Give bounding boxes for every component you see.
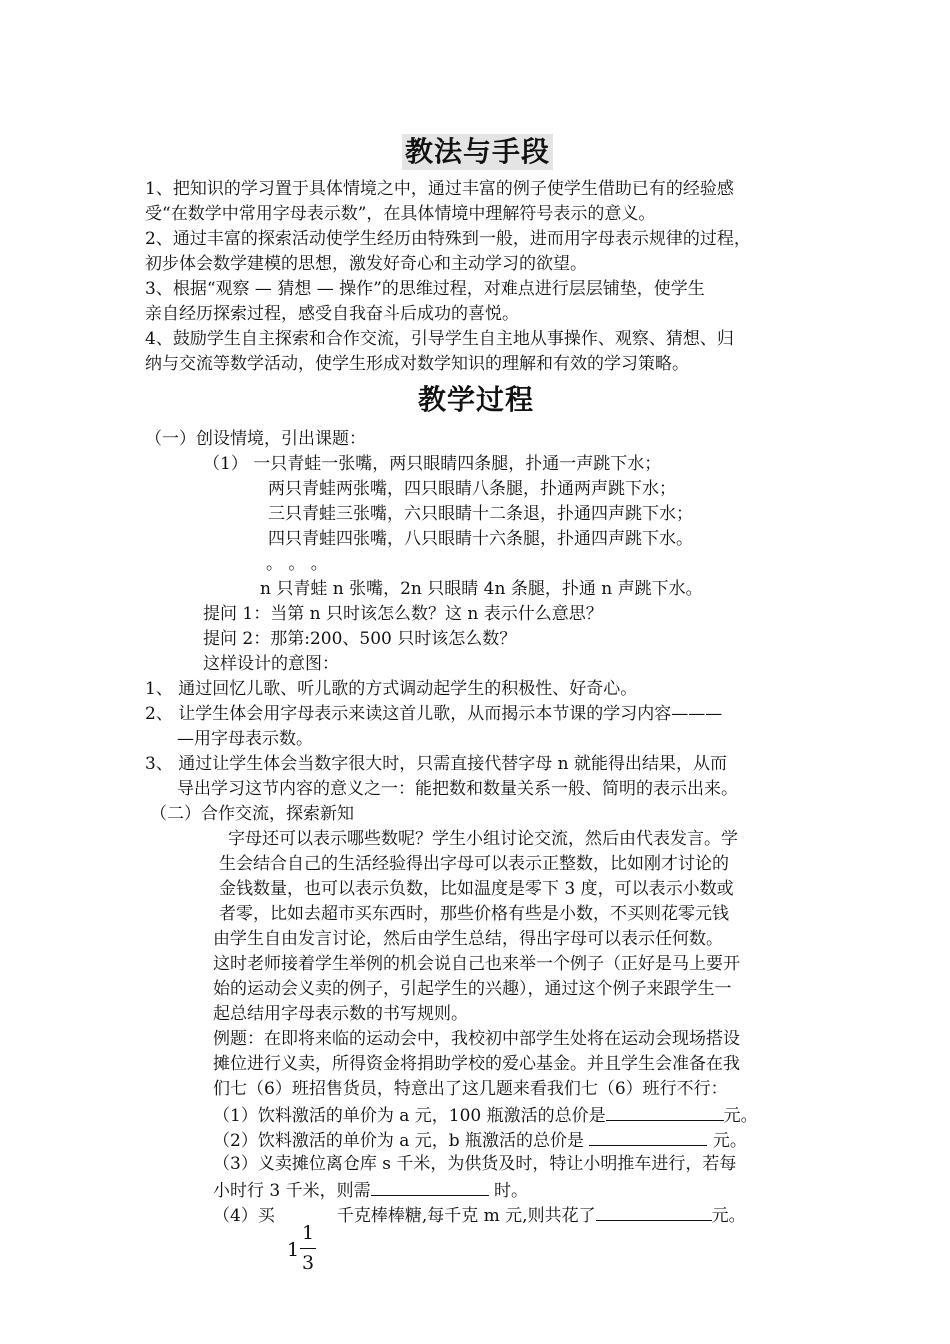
answer-blank-q1[interactable]	[606, 1103, 724, 1121]
exercise-q2	[213, 1128, 747, 1152]
question-line: 提问 1：当第 n 只时该怎么数？这 n 表示什么意思？	[203, 604, 603, 624]
exercise-q4	[213, 1203, 746, 1227]
discussion-line: 由学生自由发言讨论，然后由学生总结，得出字母可以表示任何数。	[213, 929, 723, 949]
example-line: 摊位进行义卖，所得资金将捐助学校的爱心基金。并且学生会准备在我	[213, 1054, 740, 1074]
exercise-q2-text: （2）饮料激活的单价为 a 元，b 瓶激活的总价是	[213, 1131, 585, 1151]
fraction-whole: 1	[287, 1239, 300, 1261]
answer-blank-q2[interactable]	[589, 1128, 707, 1146]
discussion-line: 生会结合自己的生活经验得出字母可以表示正整数，比如刚才讨论的	[219, 854, 729, 874]
exercise-q4-text: 千克棒棒糖,每千克 m 元,则共花了	[336, 1206, 596, 1226]
methods-line: 2、通过丰富的探索活动使学生经历由特殊到一般，进而用字母表示规律的过程，	[145, 229, 751, 249]
methods-line: 纳与交流等数学活动，使学生形成对数学知识的理解和有效的学习策略。	[145, 354, 689, 374]
discussion-line: 始的运动会义卖的例子，引起学生的兴趣），通过这个例子来跟学生一	[213, 979, 732, 999]
rhyme-line: 四只青蛙四张嘴，八只眼睛十六条腿，扑通四声跳下水。	[268, 529, 693, 549]
exercise-q3-unit: 时。	[494, 1181, 529, 1201]
part1-heading: （一）创设情境，引出课题：	[145, 429, 366, 449]
rhyme-ellipsis: 。 。 。	[266, 554, 328, 574]
methods-line: 3、根据“观察 — 猜想 — 操作”的思维过程，对难点进行层层铺垫，使学生	[145, 279, 705, 299]
fraction-denominator: 3	[301, 1252, 315, 1274]
example-line: 们七（6）班招售货员，特意出了这几题来看我们七（6）班行不行：	[213, 1079, 728, 1099]
discussion-line: 金钱数量，也可以表示负数，比如温度是零下 3 度，可以表示小数或	[219, 879, 734, 899]
discussion-line: 者零，比如去超市买东西时，那些价格有些是小数，不买则花零元钱	[219, 904, 729, 924]
fraction-numerator: 1	[301, 1222, 315, 1244]
methods-line: 1、把知识的学习置于具体情境之中，通过丰富的例子使学生借助已有的经验感	[145, 179, 734, 199]
example-line: 例题：在即将来临的运动会中，我校初中部学生处将在运动会现场搭设	[213, 1029, 740, 1049]
methods-line: 亲自经历探索过程，感受自我奋斗后成功的喜悦。	[145, 304, 519, 324]
methods-line: 受“在数学中常用字母表示数”，在具体情境中理解符号表示的意义。	[145, 204, 656, 224]
section-title-teaching-methods: 教法与手段	[402, 134, 553, 170]
rhyme-line: 三只青蛙三张嘴，六只眼睛十二条退，扑通四声跳下水；	[268, 504, 693, 524]
exercise-q2-unit: 元。	[712, 1131, 747, 1151]
exercise-q1-unit: 元。	[723, 1106, 758, 1126]
intent-line: 导出学习这节内容的意义之一：能把数和数量关系一般、简明的表示出来。	[177, 779, 738, 799]
exercise-q4-lead: （4）买	[213, 1206, 275, 1226]
answer-blank-q3[interactable]	[371, 1178, 489, 1196]
exercise-q3-line2	[213, 1178, 528, 1202]
intent-line: 3、 通过让学生体会当数字很大时，只需直接代替字母 n 就能得出结果，从而	[145, 754, 727, 774]
discussion-line: 字母还可以表示哪些数呢？学生小组讨论交流，然后由代表发言。学	[228, 829, 738, 849]
discussion-line: 这时老师接着学生举例的机会说自己也来举一个例子（正好是马上要开	[213, 954, 740, 974]
exercise-q3-text: 小时行 3 千米，则需	[213, 1181, 371, 1201]
intent-line: 1、 通过回忆儿歌、听儿歌的方式调动起学生的积极性、好奇心。	[145, 679, 638, 699]
rhyme-line: n 只青蛙 n 张嘴，2n 只眼睛 4n 条腿，扑通 n 声跳下水。	[260, 579, 703, 599]
design-intent-label: 这样设计的意图：	[203, 654, 339, 674]
answer-blank-q4[interactable]	[596, 1203, 712, 1221]
fraction-bar	[300, 1248, 316, 1249]
exercise-q3-line1: （3）义卖摊位离仓库 s 千米，为供货及时，特让小明推车进行，若每	[213, 1154, 737, 1174]
section-title-teaching-process: 教学过程	[418, 383, 535, 416]
part2-heading: （二）合作交流，探索新知	[150, 804, 354, 824]
discussion-line: 起总结用字母表示数的书写规则。	[213, 1004, 468, 1024]
rhyme-line: 两只青蛙两张嘴，四只眼睛八条腿，扑通两声跳下水；	[268, 479, 676, 499]
question-line: 提问 2：那第:200、500 只时该怎么数？	[203, 629, 517, 649]
exercise-q1	[213, 1103, 758, 1127]
methods-line: 4、鼓励学生自主探索和合作交流，引导学生自主地从事操作、观察、猜想、归	[145, 329, 734, 349]
rhyme-line: （1） 一只青蛙一张嘴，两只眼睛四条腿，扑通一声跳下水；	[203, 454, 662, 474]
methods-line: 初步体会数学建模的思想，激发好奇心和主动学习的欲望。	[145, 254, 587, 274]
intent-line: 2、 让学生体会用字母表示来读这首儿歌，从而揭示本节课的学习内容———	[145, 704, 723, 724]
exercise-q4-unit: 元。	[711, 1206, 746, 1226]
exercise-q1-text: （1）饮料激活的单价为 a 元，100 瓶激活的总价是	[213, 1106, 606, 1126]
intent-line: —用字母表示数。	[177, 729, 313, 749]
